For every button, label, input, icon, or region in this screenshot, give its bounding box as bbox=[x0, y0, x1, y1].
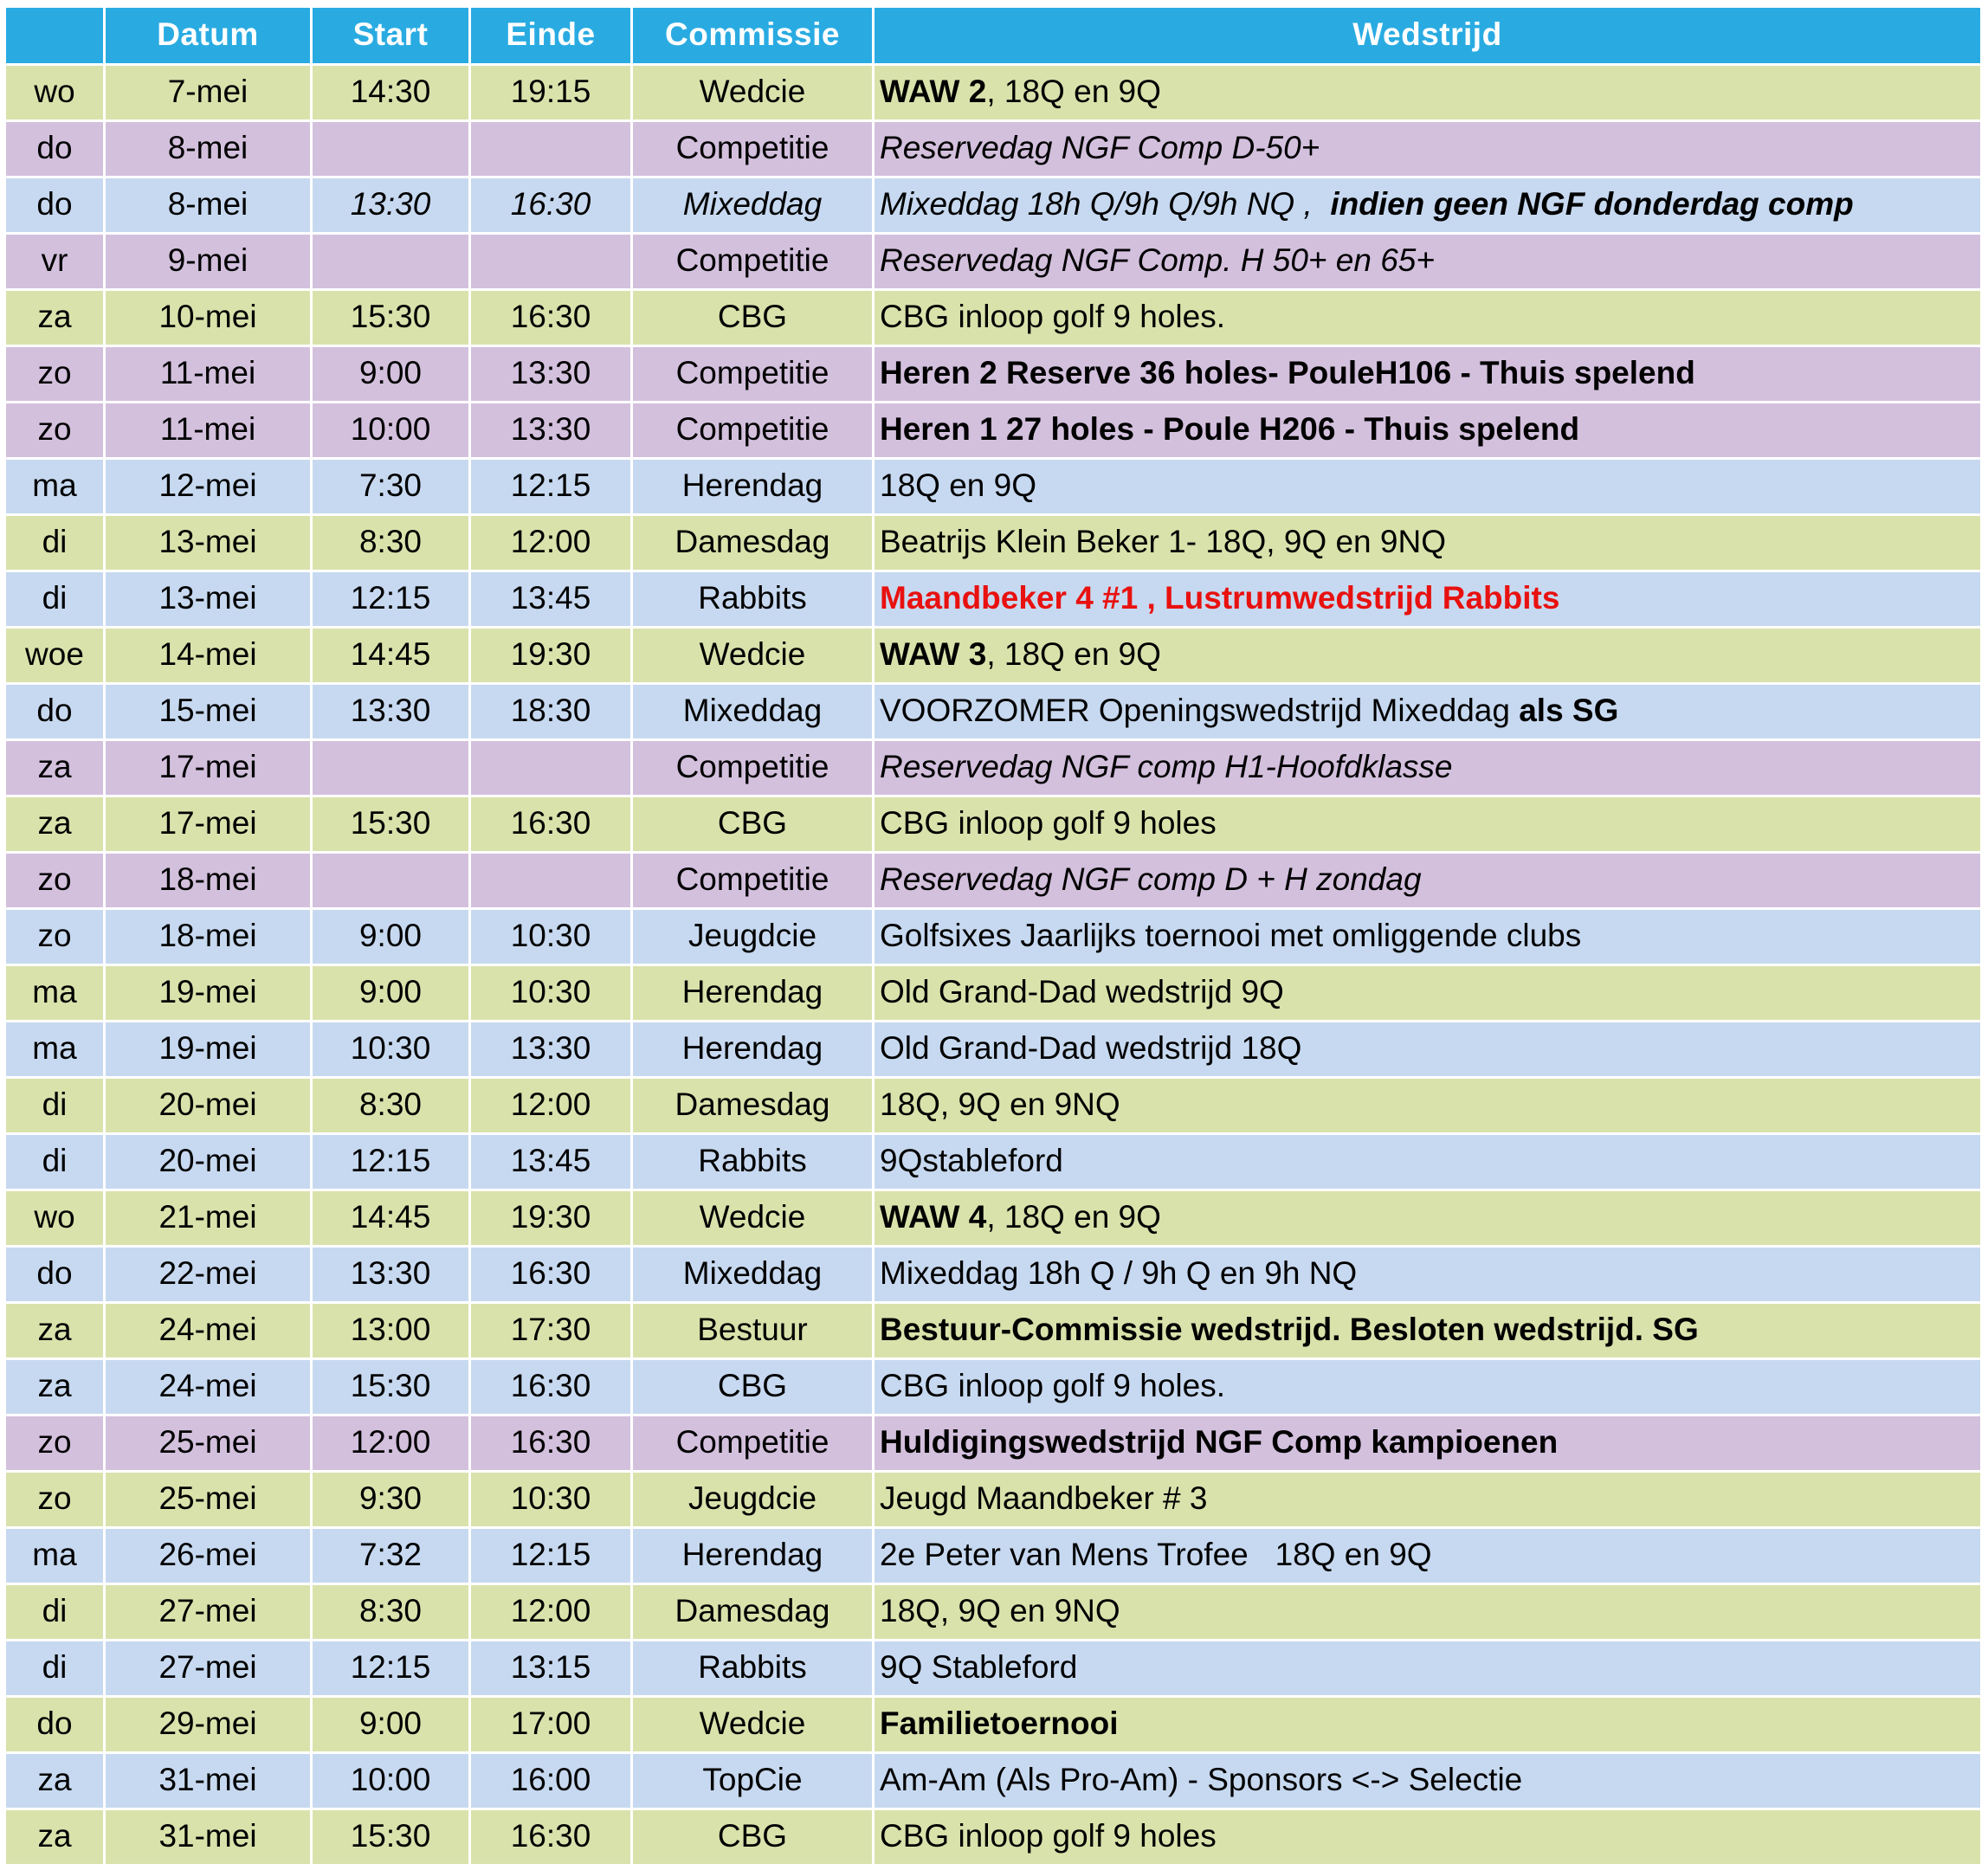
cell-start-time: 10:30 bbox=[313, 1022, 468, 1076]
cell-day: ma bbox=[6, 1529, 103, 1583]
cell-day: ma bbox=[6, 460, 103, 513]
cell-match-description: WAW 3, 18Q en 9Q bbox=[875, 629, 1980, 682]
cell-start-time: 9:00 bbox=[313, 910, 468, 964]
cell-committee: TopCie bbox=[633, 1754, 872, 1808]
cell-committee: Herendag bbox=[633, 966, 872, 1020]
cell-start-time: 8:30 bbox=[313, 1585, 468, 1639]
table-row bbox=[6, 1810, 1980, 1864]
cell-day: wo bbox=[6, 66, 103, 119]
cell-end-time: 19:15 bbox=[471, 66, 630, 119]
cell-day: za bbox=[6, 741, 103, 795]
cell-day: za bbox=[6, 1754, 103, 1808]
cell-day: do bbox=[6, 1248, 103, 1301]
cell-day: woe bbox=[6, 629, 103, 682]
table-row bbox=[6, 966, 1980, 1020]
cell-date: 8-mei bbox=[106, 122, 310, 176]
column-header-match: Wedstrijd bbox=[875, 8, 1980, 63]
cell-start-time: 14:45 bbox=[313, 1191, 468, 1245]
table-row bbox=[6, 854, 1980, 907]
cell-start-time: 7:32 bbox=[313, 1529, 468, 1583]
cell-committee: Rabbits bbox=[633, 1641, 872, 1695]
table-row bbox=[6, 685, 1980, 738]
table-row bbox=[6, 1641, 1980, 1695]
table-row bbox=[6, 1191, 1980, 1245]
cell-day: zo bbox=[6, 403, 103, 457]
cell-date: 27-mei bbox=[106, 1641, 310, 1695]
cell-end-time: 12:00 bbox=[471, 1585, 630, 1639]
cell-day: di bbox=[6, 1135, 103, 1189]
cell-match-description: Huldigingswedstrijd NGF Comp kampioenen bbox=[875, 1416, 1980, 1470]
cell-start-time: 9:00 bbox=[313, 347, 468, 401]
table-row bbox=[6, 741, 1980, 795]
table-row bbox=[6, 460, 1980, 513]
table-row bbox=[6, 1304, 1980, 1357]
cell-start-time: 9:00 bbox=[313, 1698, 468, 1751]
cell-start-time: 12:15 bbox=[313, 1641, 468, 1695]
cell-start-time: 8:30 bbox=[313, 516, 468, 570]
cell-committee: Herendag bbox=[633, 460, 872, 513]
cell-match-description: Old Grand-Dad wedstrijd 18Q bbox=[875, 1022, 1980, 1076]
cell-date: 27-mei bbox=[106, 1585, 310, 1639]
column-header-end: Einde bbox=[471, 8, 630, 63]
cell-day: di bbox=[6, 572, 103, 626]
cell-date: 21-mei bbox=[106, 1191, 310, 1245]
cell-match-description: Am-Am (Als Pro-Am) - Sponsors <-> Selectie bbox=[875, 1754, 1980, 1808]
table-row bbox=[6, 572, 1980, 626]
cell-committee: Damesdag bbox=[633, 516, 872, 570]
cell-end-time: 16:30 bbox=[471, 1360, 630, 1414]
header-row bbox=[6, 8, 1980, 63]
cell-end-time: 13:30 bbox=[471, 1022, 630, 1076]
cell-day: vr bbox=[6, 235, 103, 288]
cell-match-description: Heren 2 Reserve 36 holes- PouleH106 - Thuis spelend bbox=[875, 347, 1980, 401]
cell-match-description: Reservedag NGF comp H1-Hoofdklasse bbox=[875, 741, 1980, 795]
cell-date: 7-mei bbox=[106, 66, 310, 119]
cell-date: 17-mei bbox=[106, 741, 310, 795]
cell-day: do bbox=[6, 685, 103, 738]
cell-end-time bbox=[471, 854, 630, 907]
cell-day: di bbox=[6, 1079, 103, 1132]
cell-match-description: Bestuur-Commissie wedstrijd. Besloten wedstrijd. SG bbox=[875, 1304, 1980, 1357]
cell-committee: Wedcie bbox=[633, 1698, 872, 1751]
cell-committee: Jeugdcie bbox=[633, 910, 872, 964]
cell-date: 31-mei bbox=[106, 1810, 310, 1864]
cell-end-time bbox=[471, 122, 630, 176]
cell-committee: CBG bbox=[633, 1360, 872, 1414]
cell-date: 18-mei bbox=[106, 910, 310, 964]
cell-match-description: Mixeddag 18h Q / 9h Q en 9h NQ bbox=[875, 1248, 1980, 1301]
cell-committee: Bestuur bbox=[633, 1304, 872, 1357]
cell-date: 19-mei bbox=[106, 1022, 310, 1076]
cell-match-description: Beatrijs Klein Beker 1- 18Q, 9Q en 9NQ bbox=[875, 516, 1980, 570]
cell-day: za bbox=[6, 1304, 103, 1357]
cell-committee: Competitie bbox=[633, 741, 872, 795]
cell-end-time: 19:30 bbox=[471, 1191, 630, 1245]
cell-end-time bbox=[471, 741, 630, 795]
cell-day: zo bbox=[6, 1473, 103, 1526]
cell-start-time: 12:00 bbox=[313, 1416, 468, 1470]
cell-day: di bbox=[6, 1641, 103, 1695]
cell-day: wo bbox=[6, 1191, 103, 1245]
cell-end-time: 13:45 bbox=[471, 1135, 630, 1189]
cell-match-description: 18Q en 9Q bbox=[875, 460, 1980, 513]
table-row bbox=[6, 403, 1980, 457]
cell-date: 13-mei bbox=[106, 572, 310, 626]
cell-end-time: 12:15 bbox=[471, 460, 630, 513]
cell-date: 14-mei bbox=[106, 629, 310, 682]
cell-date: 26-mei bbox=[106, 1529, 310, 1583]
cell-day: zo bbox=[6, 347, 103, 401]
cell-start-time: 10:00 bbox=[313, 403, 468, 457]
cell-match-description: VOORZOMER Openingswedstrijd Mixeddag als SG bbox=[875, 685, 1980, 738]
cell-end-time: 16:00 bbox=[471, 1754, 630, 1808]
table-row bbox=[6, 1135, 1980, 1189]
cell-match-description: Reservedag NGF Comp D-50+ bbox=[875, 122, 1980, 176]
cell-day: zo bbox=[6, 854, 103, 907]
cell-date: 10-mei bbox=[106, 291, 310, 345]
cell-committee: CBG bbox=[633, 1810, 872, 1864]
cell-date: 25-mei bbox=[106, 1473, 310, 1526]
cell-end-time: 13:30 bbox=[471, 403, 630, 457]
cell-match-description: WAW 4, 18Q en 9Q bbox=[875, 1191, 1980, 1245]
table-row bbox=[6, 66, 1980, 119]
cell-committee: Herendag bbox=[633, 1022, 872, 1076]
cell-match-description: 9Qstableford bbox=[875, 1135, 1980, 1189]
table-row bbox=[6, 1022, 1980, 1076]
cell-committee: CBG bbox=[633, 797, 872, 851]
cell-match-description: 18Q, 9Q en 9NQ bbox=[875, 1079, 1980, 1132]
cell-day: zo bbox=[6, 1416, 103, 1470]
column-header-day bbox=[6, 8, 103, 63]
table-row bbox=[6, 122, 1980, 176]
table-row bbox=[6, 1585, 1980, 1639]
cell-end-time: 16:30 bbox=[471, 1416, 630, 1470]
cell-match-description: Golfsixes Jaarlijks toernooi met omliggende clubs bbox=[875, 910, 1980, 964]
cell-date: 19-mei bbox=[106, 966, 310, 1020]
cell-match-description: 18Q, 9Q en 9NQ bbox=[875, 1585, 1980, 1639]
cell-date: 25-mei bbox=[106, 1416, 310, 1470]
cell-committee: Herendag bbox=[633, 1529, 872, 1583]
table-row bbox=[6, 516, 1980, 570]
cell-end-time: 19:30 bbox=[471, 629, 630, 682]
cell-start-time: 10:00 bbox=[313, 1754, 468, 1808]
cell-end-time: 16:30 bbox=[471, 1248, 630, 1301]
cell-start-time: 14:30 bbox=[313, 66, 468, 119]
cell-match-description: CBG inloop golf 9 holes bbox=[875, 797, 1980, 851]
cell-date: 13-mei bbox=[106, 516, 310, 570]
cell-end-time: 16:30 bbox=[471, 1810, 630, 1864]
cell-date: 22-mei bbox=[106, 1248, 310, 1301]
cell-committee: Competitie bbox=[633, 403, 872, 457]
cell-committee: Competitie bbox=[633, 854, 872, 907]
cell-start-time: 12:15 bbox=[313, 572, 468, 626]
cell-committee: Wedcie bbox=[633, 66, 872, 119]
cell-committee: Mixeddag bbox=[633, 685, 872, 738]
table-row bbox=[6, 1079, 1980, 1132]
cell-day: za bbox=[6, 797, 103, 851]
schedule-table bbox=[3, 5, 1983, 1867]
cell-committee: Wedcie bbox=[633, 629, 872, 682]
cell-day: do bbox=[6, 1698, 103, 1751]
cell-end-time: 18:30 bbox=[471, 685, 630, 738]
cell-date: 24-mei bbox=[106, 1304, 310, 1357]
cell-day: za bbox=[6, 1360, 103, 1414]
cell-start-time: 8:30 bbox=[313, 1079, 468, 1132]
cell-start-time: 15:30 bbox=[313, 291, 468, 345]
cell-date: 20-mei bbox=[106, 1079, 310, 1132]
cell-end-time: 10:30 bbox=[471, 1473, 630, 1526]
cell-end-time bbox=[471, 235, 630, 288]
cell-committee: Mixeddag bbox=[633, 1248, 872, 1301]
cell-start-time: 15:30 bbox=[313, 1360, 468, 1414]
cell-committee: Competitie bbox=[633, 235, 872, 288]
cell-match-description: CBG inloop golf 9 holes. bbox=[875, 1360, 1980, 1414]
table-header bbox=[6, 8, 1980, 63]
cell-date: 18-mei bbox=[106, 854, 310, 907]
cell-start-time: 7:30 bbox=[313, 460, 468, 513]
cell-committee: Competitie bbox=[633, 1416, 872, 1470]
cell-day: za bbox=[6, 291, 103, 345]
cell-committee: Competitie bbox=[633, 122, 872, 176]
cell-start-time: 13:30 bbox=[313, 178, 468, 232]
cell-match-description: Old Grand-Dad wedstrijd 9Q bbox=[875, 966, 1980, 1020]
cell-start-time: 15:30 bbox=[313, 1810, 468, 1864]
cell-committee: Jeugdcie bbox=[633, 1473, 872, 1526]
table-row bbox=[6, 291, 1980, 345]
cell-end-time: 16:30 bbox=[471, 797, 630, 851]
cell-date: 24-mei bbox=[106, 1360, 310, 1414]
table-row bbox=[6, 629, 1980, 682]
cell-match-description: Maandbeker 4 #1 , Lustrumwedstrijd Rabbits bbox=[875, 572, 1980, 626]
cell-end-time: 17:30 bbox=[471, 1304, 630, 1357]
cell-match-description: CBG inloop golf 9 holes bbox=[875, 1810, 1980, 1864]
table-row bbox=[6, 910, 1980, 964]
cell-date: 29-mei bbox=[106, 1698, 310, 1751]
column-header-start: Start bbox=[313, 8, 468, 63]
cell-date: 31-mei bbox=[106, 1754, 310, 1808]
cell-day: zo bbox=[6, 910, 103, 964]
cell-start-time: 9:00 bbox=[313, 966, 468, 1020]
cell-start-time: 13:00 bbox=[313, 1304, 468, 1357]
cell-date: 12-mei bbox=[106, 460, 310, 513]
cell-committee: Damesdag bbox=[633, 1585, 872, 1639]
cell-date: 15-mei bbox=[106, 685, 310, 738]
table-row bbox=[6, 1698, 1980, 1751]
cell-start-time: 13:30 bbox=[313, 685, 468, 738]
column-header-date: Datum bbox=[106, 8, 310, 63]
cell-end-time: 13:15 bbox=[471, 1641, 630, 1695]
cell-date: 20-mei bbox=[106, 1135, 310, 1189]
cell-committee: Damesdag bbox=[633, 1079, 872, 1132]
table-row bbox=[6, 347, 1980, 401]
table-row bbox=[6, 235, 1980, 288]
cell-day: di bbox=[6, 516, 103, 570]
cell-committee: Rabbits bbox=[633, 1135, 872, 1189]
cell-day: do bbox=[6, 178, 103, 232]
cell-date: 17-mei bbox=[106, 797, 310, 851]
table-row bbox=[6, 1473, 1980, 1526]
table-row bbox=[6, 797, 1980, 851]
cell-match-description: Reservedag NGF comp D + H zondag bbox=[875, 854, 1980, 907]
cell-match-description: Heren 1 27 holes - Poule H206 - Thuis spelend bbox=[875, 403, 1980, 457]
cell-start-time: 9:30 bbox=[313, 1473, 468, 1526]
cell-match-description: 9Q Stableford bbox=[875, 1641, 1980, 1695]
cell-start-time: 15:30 bbox=[313, 797, 468, 851]
cell-date: 11-mei bbox=[106, 347, 310, 401]
cell-end-time: 17:00 bbox=[471, 1698, 630, 1751]
table-body bbox=[6, 66, 1980, 1864]
table-row bbox=[6, 1529, 1980, 1583]
cell-committee: Mixeddag bbox=[633, 178, 872, 232]
cell-end-time: 12:00 bbox=[471, 516, 630, 570]
cell-start-time bbox=[313, 741, 468, 795]
cell-committee: Competitie bbox=[633, 347, 872, 401]
cell-end-time: 10:30 bbox=[471, 910, 630, 964]
cell-committee: Rabbits bbox=[633, 572, 872, 626]
cell-end-time: 12:15 bbox=[471, 1529, 630, 1583]
cell-day: do bbox=[6, 122, 103, 176]
cell-start-time bbox=[313, 854, 468, 907]
cell-match-description: Familietoernooi bbox=[875, 1698, 1980, 1751]
table-row bbox=[6, 1754, 1980, 1808]
cell-committee: CBG bbox=[633, 291, 872, 345]
cell-end-time: 16:30 bbox=[471, 291, 630, 345]
cell-date: 9-mei bbox=[106, 235, 310, 288]
cell-date: 11-mei bbox=[106, 403, 310, 457]
cell-day: ma bbox=[6, 966, 103, 1020]
cell-end-time: 16:30 bbox=[471, 178, 630, 232]
cell-committee: Wedcie bbox=[633, 1191, 872, 1245]
cell-end-time: 13:30 bbox=[471, 347, 630, 401]
cell-date: 8-mei bbox=[106, 178, 310, 232]
cell-start-time: 12:15 bbox=[313, 1135, 468, 1189]
cell-start-time bbox=[313, 235, 468, 288]
cell-match-description: Jeugd Maandbeker # 3 bbox=[875, 1473, 1980, 1526]
table-row bbox=[6, 1416, 1980, 1470]
cell-day: ma bbox=[6, 1022, 103, 1076]
column-header-committee: Commissie bbox=[633, 8, 872, 63]
cell-start-time bbox=[313, 122, 468, 176]
cell-match-description: Mixeddag 18h Q/9h Q/9h NQ , indien geen NGF donderdag comp bbox=[875, 178, 1980, 232]
cell-end-time: 10:30 bbox=[471, 966, 630, 1020]
cell-match-description: 2e Peter van Mens Trofee 18Q en 9Q bbox=[875, 1529, 1980, 1583]
cell-end-time: 12:00 bbox=[471, 1079, 630, 1132]
cell-match-description: Reservedag NGF Comp. H 50+ en 65+ bbox=[875, 235, 1980, 288]
cell-day: di bbox=[6, 1585, 103, 1639]
cell-start-time: 13:30 bbox=[313, 1248, 468, 1301]
cell-day: za bbox=[6, 1810, 103, 1864]
table-row bbox=[6, 1360, 1980, 1414]
table-row bbox=[6, 178, 1980, 232]
cell-end-time: 13:45 bbox=[471, 572, 630, 626]
cell-start-time: 14:45 bbox=[313, 629, 468, 682]
cell-match-description: WAW 2, 18Q en 9Q bbox=[875, 66, 1980, 119]
cell-match-description: CBG inloop golf 9 holes. bbox=[875, 291, 1980, 345]
table-row bbox=[6, 1248, 1980, 1301]
